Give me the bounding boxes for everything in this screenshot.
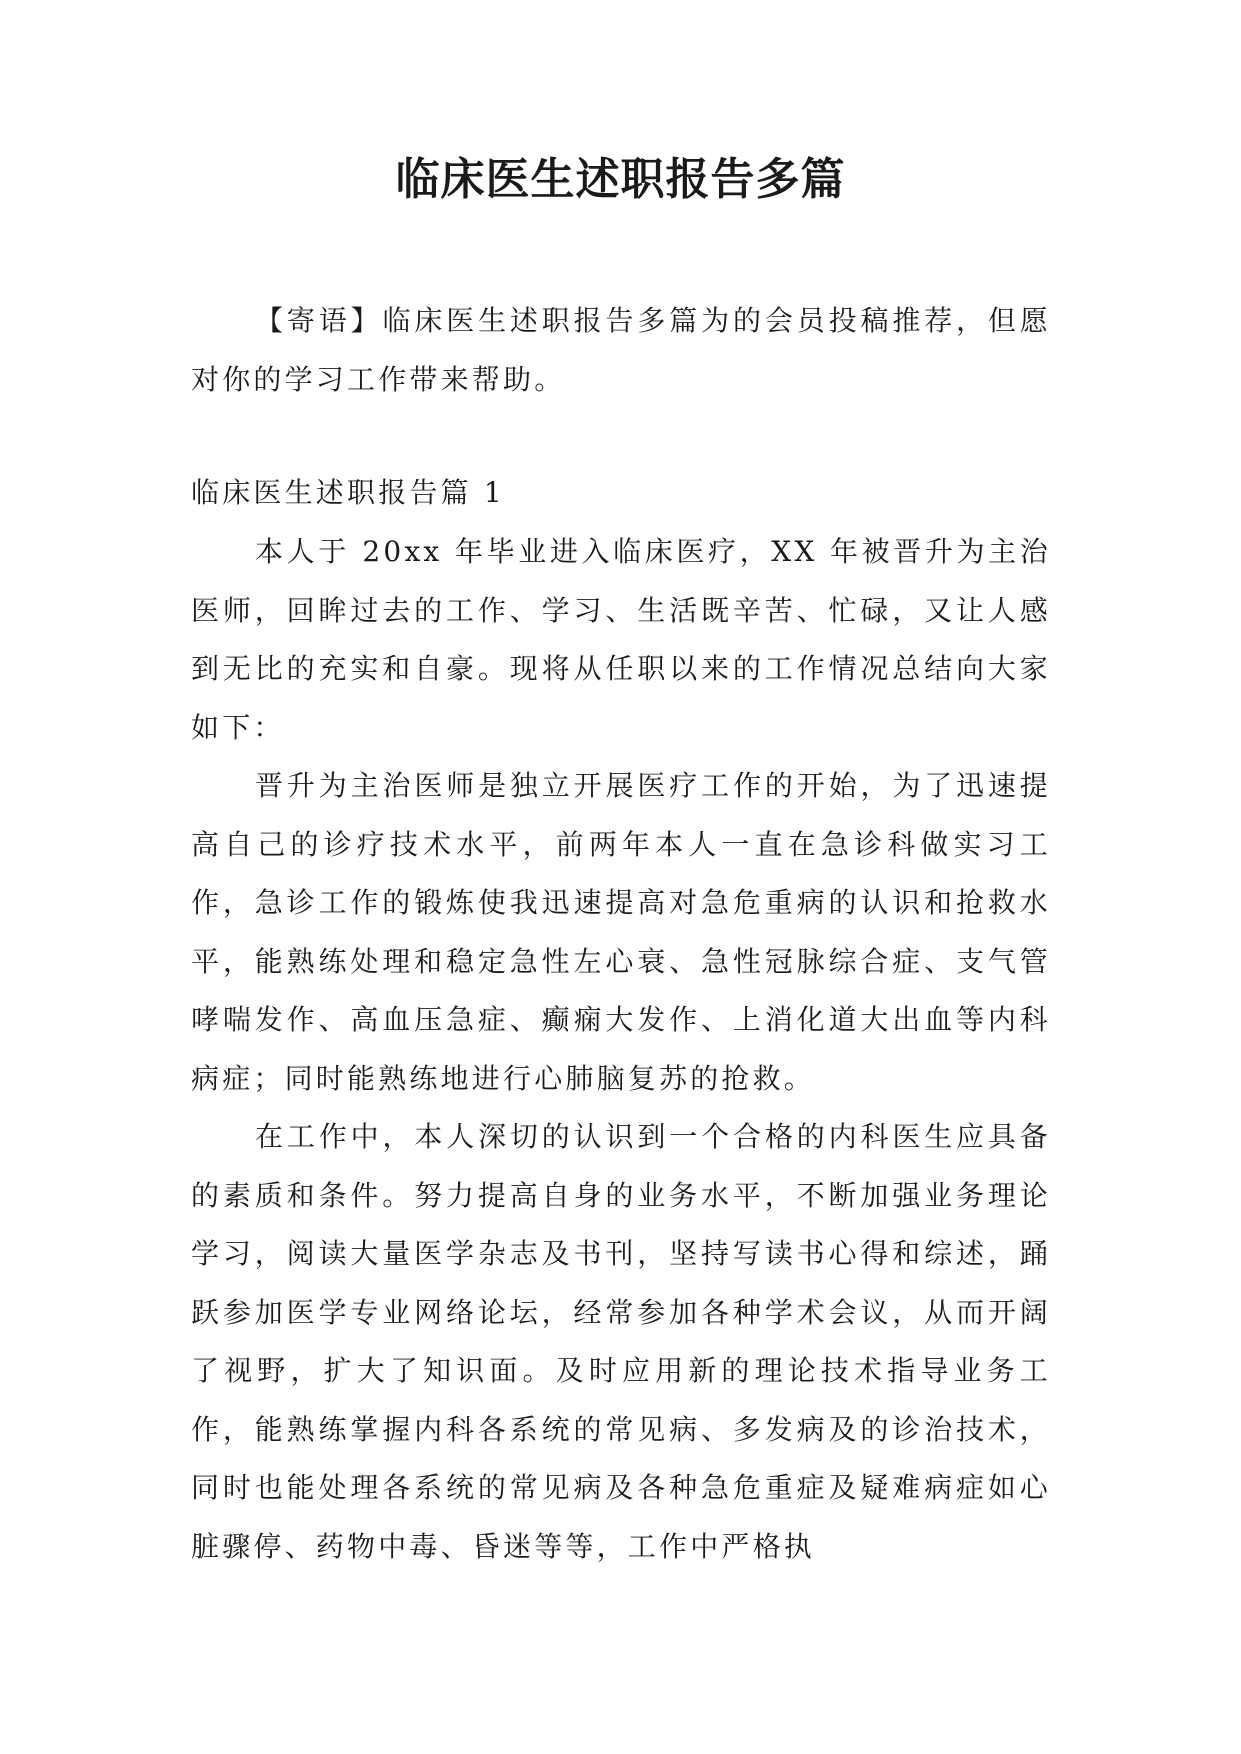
body-paragraph-1: 本人于 20xx 年毕业进入临床医疗，XX 年被晋升为主治医师，回眸过去的工作、学习、生活既辛苦、忙碌，又让人感到无比的充实和自豪。现将从任职以来的工作情况总结向大家如下： (191, 535, 1051, 744)
document-title: 临床医生述职报告多篇 (395, 154, 846, 205)
preface-paragraph: 【寄语】临床医生述职报告多篇为的会员投稿推荐，但愿对你的学习工作带来帮助。 (191, 304, 1051, 396)
section-heading: 临床医生述职报告篇 1 (191, 476, 505, 509)
body-paragraph-2: 晋升为主治医师是独立开展医疗工作的开始，为了迅速提高自己的诊疗技术水平，前两年本人一直在急诊科做实习工作，急诊工作的锻炼使我迅速提高对急危重病的认识和抢救水平，能熟练处理和稳定急性左心衰、急性冠脉综合症、支气管哮喘发作、高血压急症、癫痫大发作、上消化道大出血等内科病症；同时能熟练地进行心肺脑复苏的抢救。 (191, 769, 1051, 1095)
body-paragraph-3: 在工作中，本人深切的认识到一个合格的内科医生应具备的素质和条件。努力提高自身的业务水平，不断加强业务理论学习，阅读大量医学杂志及书刊，坚持写读书心得和综述，踊跃参加医学专业网络论坛，经常参加各种学术会议，从而开阔了视野，扩大了知识面。及时应用新的理论技术指导业务工作，能熟练掌握内科各系统的常见病、多发病及的诊治技术，同时也能处理各系统的常见病及各种急危重症及疑难病症如心脏骤停、药物中毒、昏迷等等，工作中严格执 (191, 1120, 1051, 1563)
